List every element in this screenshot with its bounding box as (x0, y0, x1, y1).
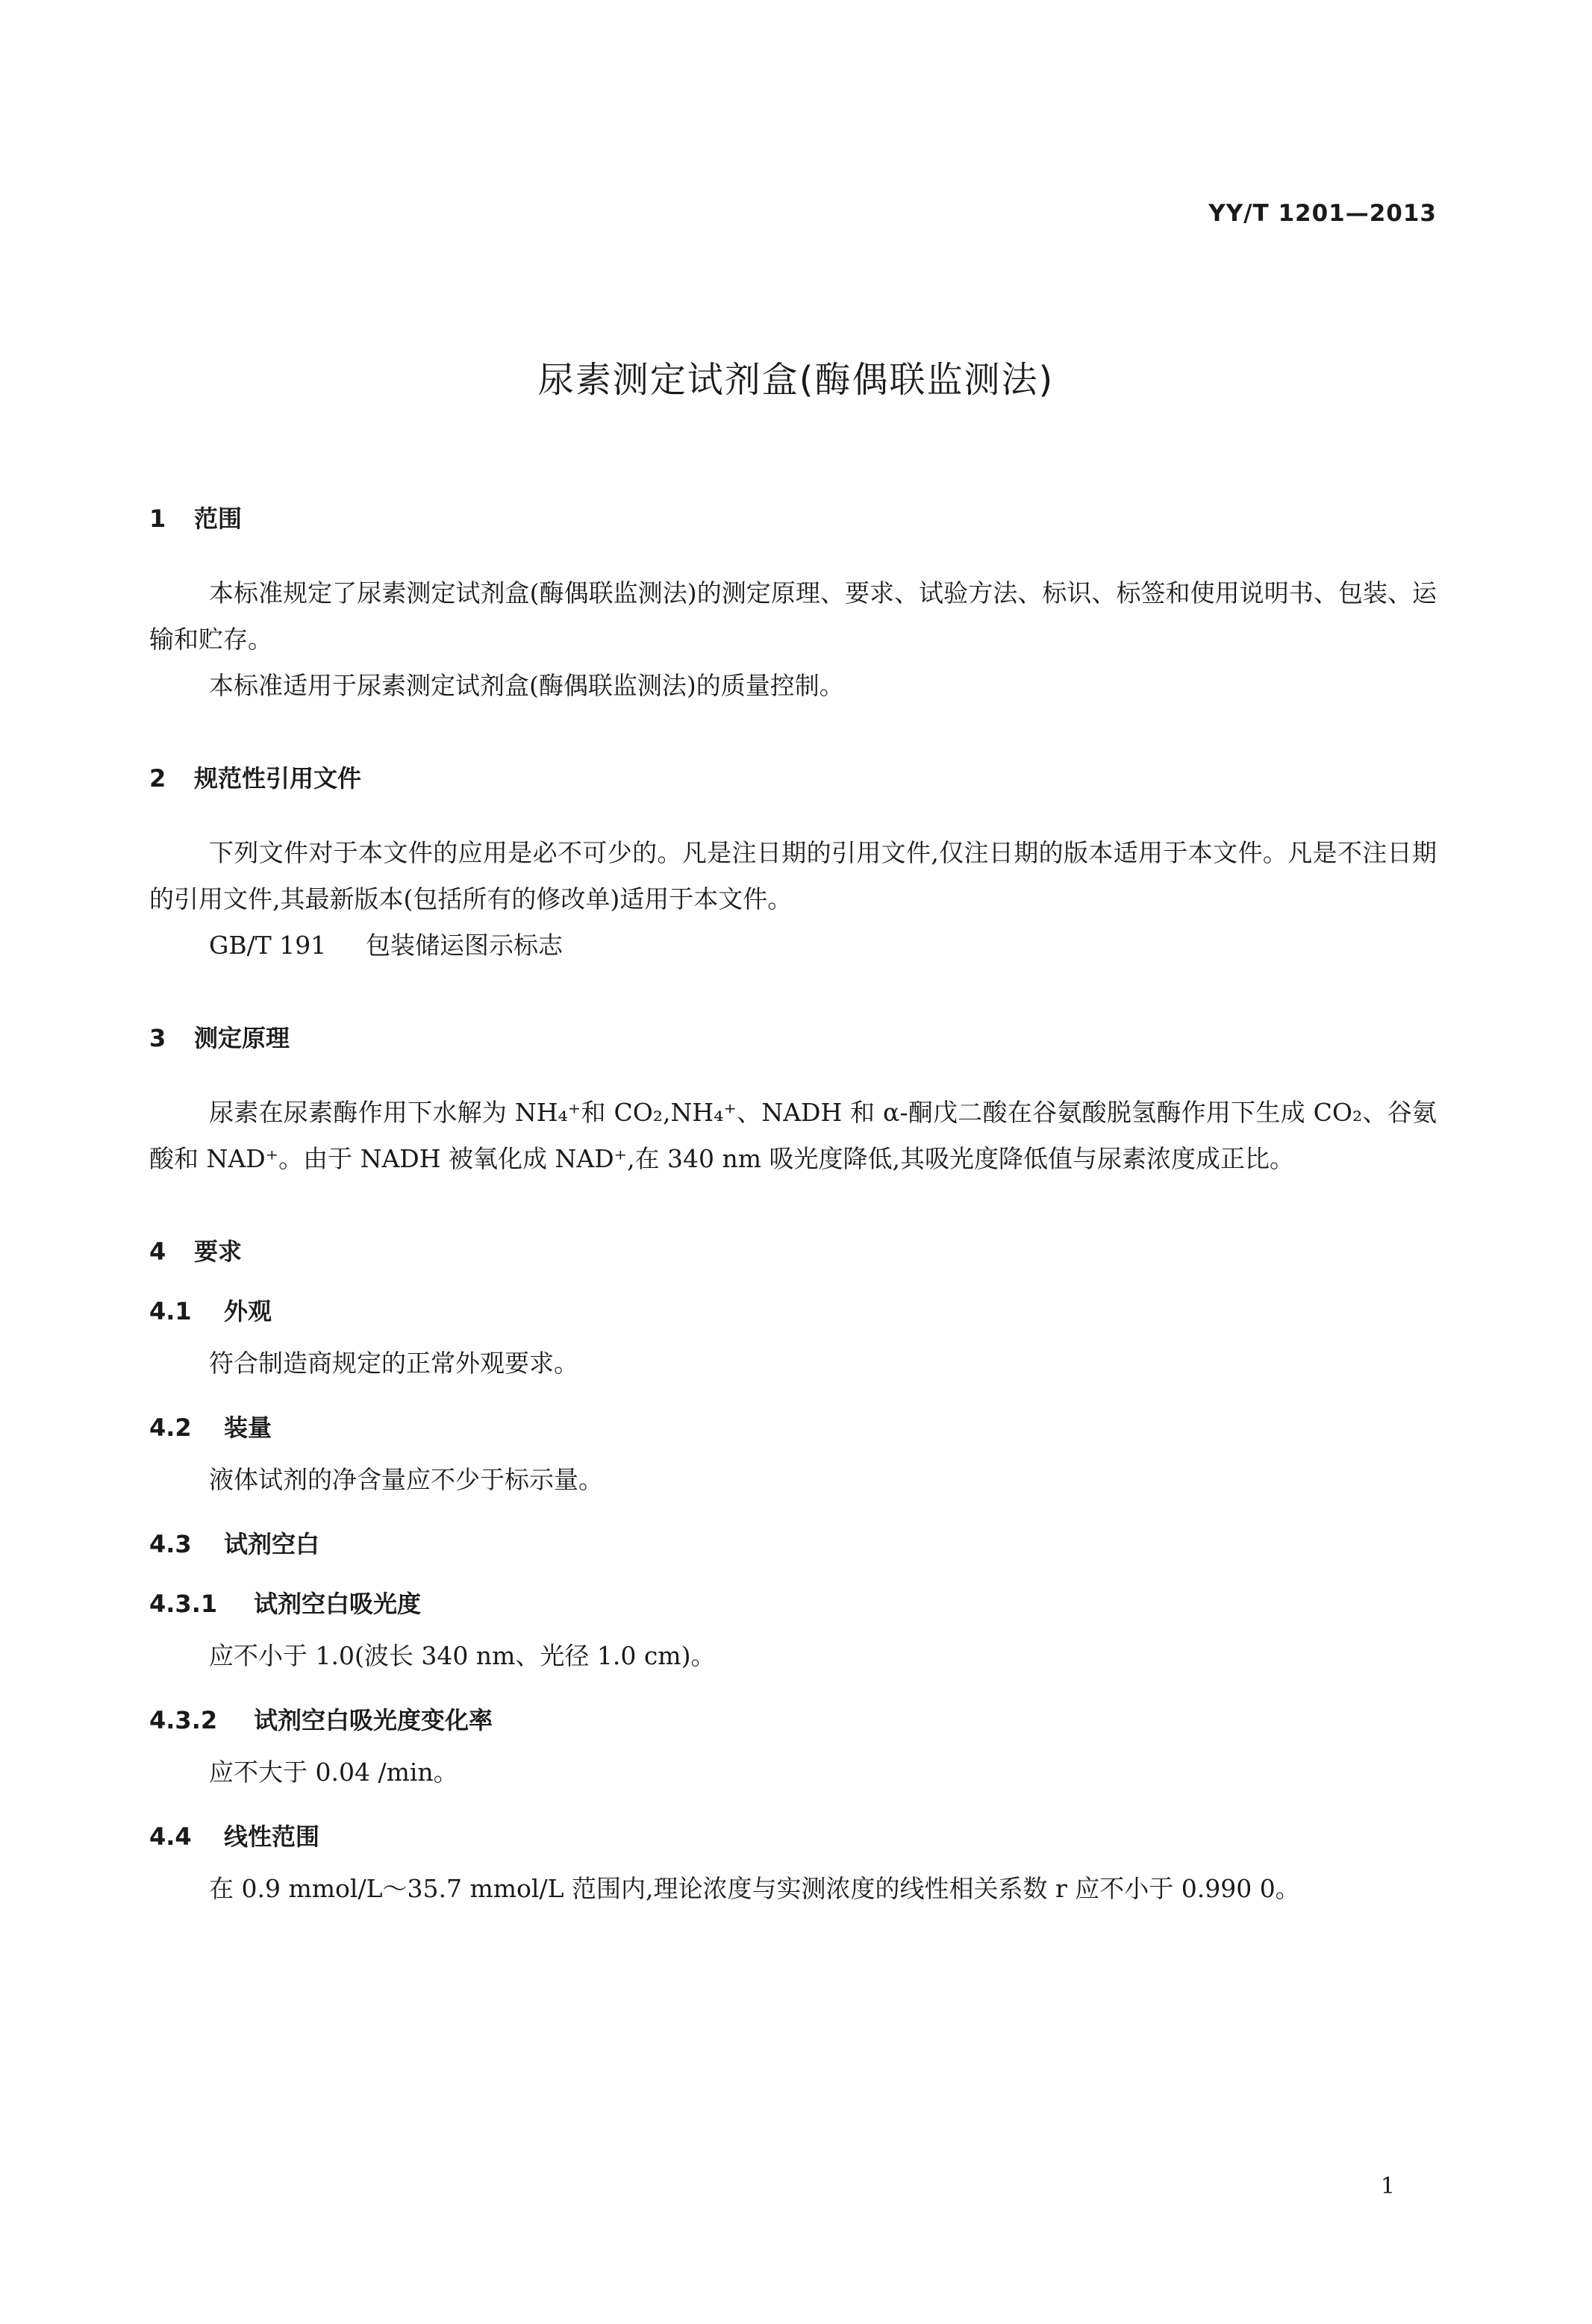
paragraph: 在 0.9 mmol/L～35.7 mmol/L 范围内,理论浓度与实测浓度的线性相关系数 r 应不小于 0.990 0。 (209, 1874, 1300, 1903)
paragraph: 符合制造商规定的正常外观要求。 (209, 1349, 578, 1378)
document-body (149, 500, 1437, 1912)
reference-title: 包装储运图示标志 (366, 931, 563, 960)
section-4-3-1-heading (149, 1585, 1437, 1622)
page-number: 1 (1380, 2173, 1395, 2199)
section-4-2-heading (149, 1409, 1437, 1446)
normative-reference (149, 922, 1437, 969)
section-title: 要求 (194, 1237, 243, 1266)
section-title: 试剂空白吸光度 (254, 1590, 422, 1618)
paragraph: 本标准适用于尿素测定试剂盒(酶偶联监测法)的质量控制。 (209, 671, 844, 700)
paragraph: 应不小于 1.0(波长 340 nm、光径 1.0 cm)。 (209, 1641, 716, 1670)
section-number: 4.1 (149, 1297, 192, 1325)
section-title: 规范性引用文件 (194, 764, 362, 793)
section-2-heading (149, 760, 1437, 797)
document-title: 尿素测定试剂盒(酶偶联监测法) (537, 359, 1055, 401)
paragraph: 尿素在尿素酶作用下水解为 NH₄⁺和 CO₂,NH₄⁺、NADH 和 α-酮戊二酸在谷氨酸脱氢酶作用下生成 CO₂、谷氨酸和 NAD⁺。由于 NADH 被氧化成 NAD⁺,在 340 nm 吸光度降低,其吸光度降低值与尿素浓度成正比。 (149, 1098, 1437, 1173)
section-4-3-heading (149, 1525, 1437, 1563)
section-number: 4.4 (149, 1822, 192, 1851)
section-1-heading (149, 500, 1437, 537)
section-title: 试剂空白 (224, 1530, 320, 1558)
section-3-heading (149, 1019, 1437, 1057)
section-title: 范围 (194, 505, 243, 533)
section-title: 测定原理 (194, 1024, 290, 1052)
paragraph: 下列文件对于本文件的应用是必不可少的。凡是注日期的引用文件,仅注日期的版本适用于本文件。凡是不注日期的引用文件,其最新版本(包括所有的修改单)适用于本文件。 (149, 838, 1437, 913)
section-number: 3 (149, 1024, 166, 1052)
section-number: 4 (149, 1237, 166, 1266)
section-number: 4.3 (149, 1530, 192, 1558)
section-number: 4.2 (149, 1414, 192, 1442)
paragraph: 应不大于 0.04 /min。 (209, 1758, 458, 1787)
section-title: 试剂空白吸光度变化率 (254, 1706, 493, 1734)
section-title: 外观 (224, 1297, 272, 1325)
section-number: 2 (149, 764, 166, 793)
section-number: 1 (149, 505, 166, 533)
section-4-4-heading (149, 1818, 1437, 1855)
standard-number: YY/T 1201—2013 (1208, 200, 1437, 227)
section-title: 装量 (224, 1414, 272, 1442)
paragraph: 本标准规定了尿素测定试剂盒(酶偶联监测法)的测定原理、要求、试验方法、标识、标签和使用说明书、包装、运输和贮存。 (149, 578, 1437, 654)
section-number: 4.3.1 (149, 1590, 218, 1618)
section-title: 线性范围 (224, 1822, 320, 1851)
section-4-heading (149, 1233, 1437, 1270)
paragraph: 液体试剂的净含量应不少于标示量。 (209, 1465, 603, 1494)
section-4-1-heading (149, 1293, 1437, 1330)
reference-code: GB/T 191 (209, 931, 327, 960)
section-number: 4.3.2 (149, 1706, 218, 1734)
section-4-3-2-heading (149, 1702, 1437, 1739)
